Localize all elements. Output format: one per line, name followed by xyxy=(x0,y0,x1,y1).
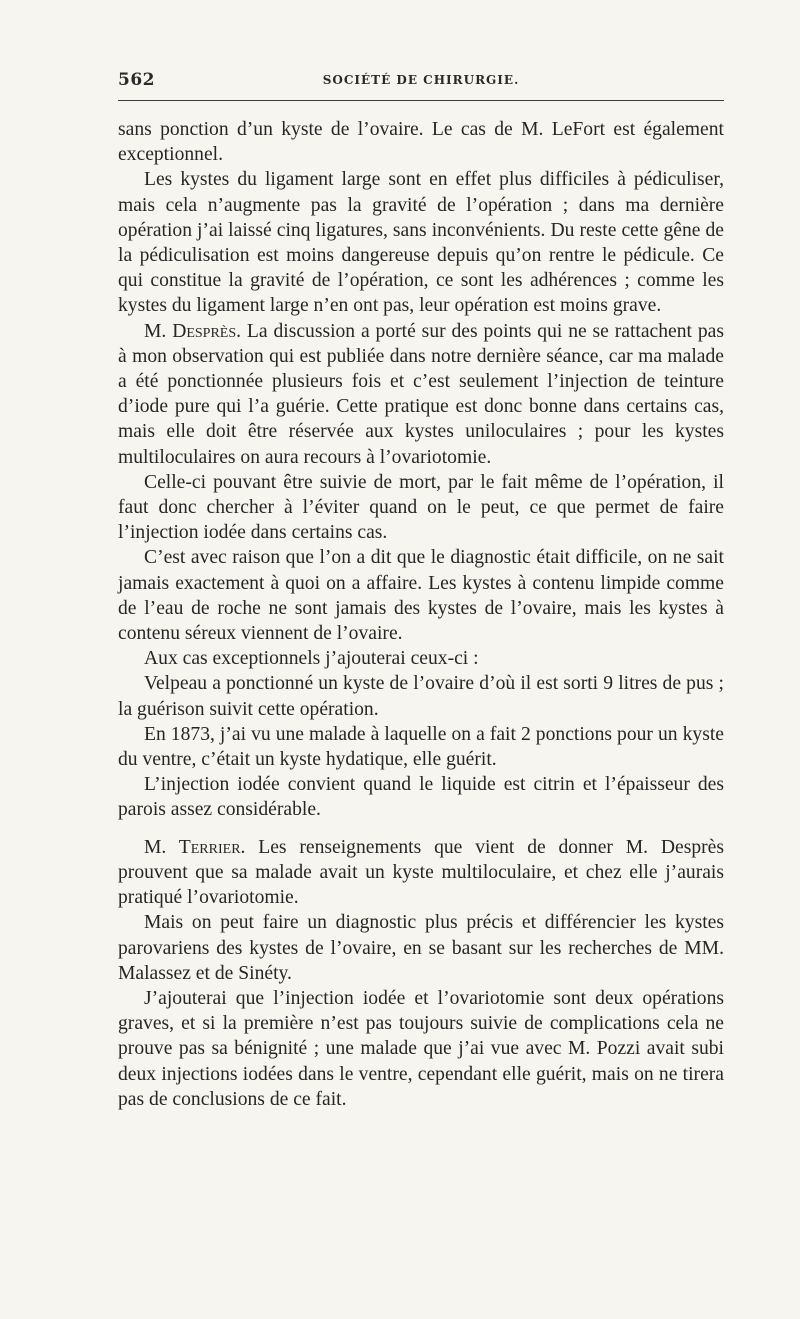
paragraph-9: L’injection iodée convient quand le liquide est citrin et l’épaisseur des parois assez considérable. xyxy=(118,774,724,821)
header-rule xyxy=(118,100,724,101)
paragraph-10-text: Les renseignements que vient de donner M. Desprès prouvent que sa malade avait un kyste multiloculaire, et chez elle j’aurais pratiqué l’ovariotomie. xyxy=(118,836,724,909)
paragraph-3-text: La discussion a porté sur des points qui ne se rattachent pas à mon observation qui est publiée dans notre dernière séance, car ma malade a été ponctionnée plusieurs fois et c’est seulement l’injection de teinture d’iode pure qui l’a guérie. Cette pratique est donc bonne dans certains cas, mais elle doit être réservée aux kystes uniloculaires ; pour les kystes multiloculaires on aura recours à l’ovariotomie. xyxy=(118,320,724,468)
paragraph-12: J’ajouterai que l’injection iodée et l’ovariotomie sont deux opérations graves, et si la première n’est pas toujours suivie de complications cela ne prouve pas sa bénignité ; une malade que j’ai vue avec M. Pozzi avait subi deux injections iodées dans le ventre, cependant elle guérit, mais on ne tirera pas de conclusions de ce fait. xyxy=(118,987,724,1110)
paragraph-5: C’est avec raison que l’on a dit que le diagnostic était difficile, on ne sait jamais exactement à quoi on a affaire. Les kystes à contenu limpide comme de l’eau de roche ne sont jamais des kystes de l’ovaire, mais les kystes à contenu séreux viennent de l’ovaire. xyxy=(118,547,724,645)
paragraph-6: Aux cas exceptionnels j’ajouterai ceux-ci : xyxy=(144,648,479,670)
paragraph-10 xyxy=(118,835,724,911)
paragraph-2: Les kystes du ligament large sont en effet plus difficiles à pédiculiser, mais cela n’augmente pas la gravité de l’opération ; dans ma dernière opération j’ai laissé cinq ligatures, sans inconvénients. Du reste cette gêne de la pédiculisation est moins dangereuse depuis qu’on rentre le pédicule. Ce qui constitue la gravité de l’opération, ce sont les adhérences ; comme les kystes du ligament large n’en ont pas, leur opération est moins grave. xyxy=(118,169,724,317)
speaker-name: M. Desprès. xyxy=(144,320,242,342)
paragraph-11: Mais on peut faire un diagnostic plus précis et différencier les kystes parovariens des kystes de l’ovaire, en se basant sur les recherches de MM. Malassez et de Sinéty. xyxy=(118,912,724,984)
speaker-name: M. Terrier. xyxy=(144,836,246,858)
paragraph-7: Velpeau a ponctionné un kyste de l’ovaire d’où il est sorti 9 litres de pus ; la guérison suivit cette opération. xyxy=(118,673,724,720)
body-text xyxy=(118,117,724,1112)
page-number: 562 xyxy=(118,70,155,90)
paragraph-8: En 1873, j’ai vu une malade à laquelle on a fait 2 ponctions pour un kyste du ventre, c’était un kyste hydatique, elle guérit. xyxy=(118,723,724,771)
paragraph-3 xyxy=(118,319,724,470)
page-header xyxy=(118,70,724,96)
running-head: SOCIÉTÉ DE CHIRURGIE. xyxy=(322,73,520,87)
paragraph-1: sans ponction d’un kyste de l’ovaire. Le cas de M. LeFort est également exceptionnel. xyxy=(118,119,724,166)
paragraph-4: Celle-ci pouvant être suivie de mort, par le fait même de l’opération, il faut donc chercher à l’éviter quand on le peut, ce que permet de faire l’injection iodée dans certains cas. xyxy=(118,471,724,544)
